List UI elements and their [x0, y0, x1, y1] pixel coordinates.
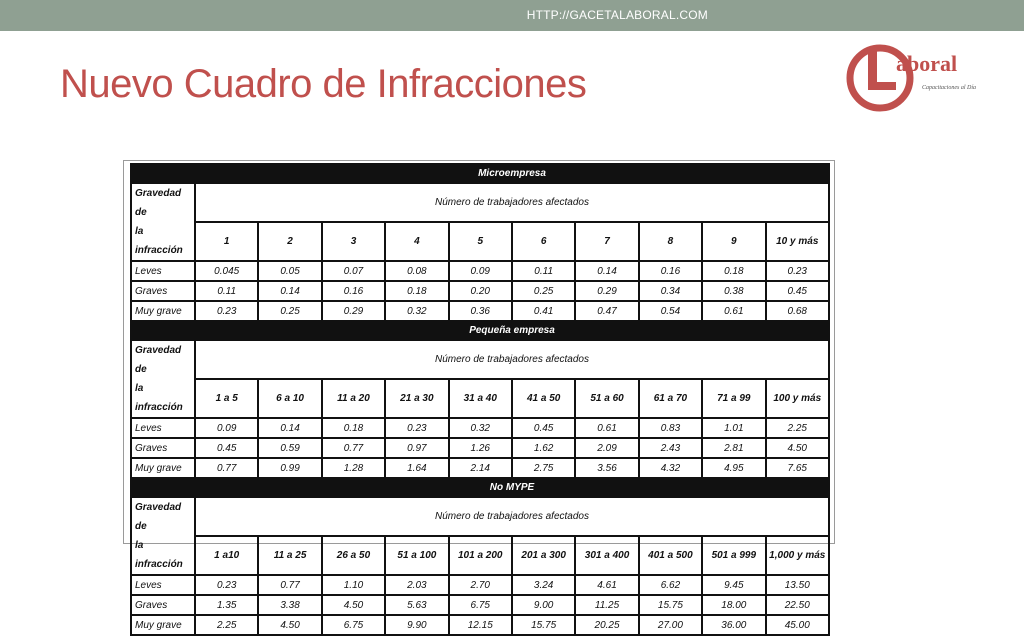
table-cell: 6.62 [639, 575, 702, 595]
column-header: 26 a 50 [322, 536, 385, 575]
table-cell: 9.90 [385, 615, 448, 635]
gravedad-header [131, 183, 195, 261]
table-cell: 6.75 [449, 595, 512, 615]
column-header-row [131, 379, 829, 418]
column-header: 1 [195, 222, 258, 261]
table-row [131, 418, 829, 438]
table-row [131, 575, 829, 595]
column-header: 101 a 200 [449, 536, 512, 575]
column-header: 8 [639, 222, 702, 261]
table-row [131, 615, 829, 635]
logo-wordmark: aboral [896, 51, 958, 76]
table-cell: 27.00 [639, 615, 702, 635]
column-header: 4 [385, 222, 448, 261]
table-cell: 0.045 [195, 261, 258, 281]
workers-header-row [131, 340, 829, 379]
top-bar [0, 0, 1024, 31]
gravedad-header [131, 340, 195, 418]
table-cell: 0.25 [258, 301, 321, 321]
table-cell: 0.29 [575, 281, 638, 301]
table-cell: 3.38 [258, 595, 321, 615]
column-header: 401 a 500 [639, 536, 702, 575]
website-url[interactable]: HTTP://GACETALABORAL.COM [526, 8, 708, 22]
table-cell: 4.50 [766, 438, 829, 458]
table-cell: 0.77 [258, 575, 321, 595]
column-header-row [131, 222, 829, 261]
table-cell: 2.09 [575, 438, 638, 458]
table-cell: 0.32 [385, 301, 448, 321]
column-header: 31 a 40 [449, 379, 512, 418]
gravedad-label-line2: la infracción [135, 226, 183, 256]
table-cell: 0.38 [702, 281, 765, 301]
row-label: Leves [131, 418, 195, 438]
table-row [131, 281, 829, 301]
gravedad-label-line2: la infracción [135, 383, 183, 413]
table-cell: 0.45 [195, 438, 258, 458]
table-cell: 4.95 [702, 458, 765, 478]
table-cell: 0.41 [512, 301, 575, 321]
table-cell: 0.18 [322, 418, 385, 438]
workers-header-row [131, 497, 829, 536]
table-cell: 1.62 [512, 438, 575, 458]
table-cell: 2.14 [449, 458, 512, 478]
column-header: 3 [322, 222, 385, 261]
column-header: 6 [512, 222, 575, 261]
table-cell: 0.23 [385, 418, 448, 438]
section-title-row [131, 478, 829, 497]
table-row [131, 438, 829, 458]
column-header: 71 a 99 [702, 379, 765, 418]
table-row [131, 595, 829, 615]
table-cell: 9.00 [512, 595, 575, 615]
gravedad-label-line1: Gravedad de [135, 188, 182, 218]
row-label: Graves [131, 281, 195, 301]
table-row [131, 301, 829, 321]
workers-affected-label: Número de trabajadores afectados [195, 183, 829, 222]
table-cell: 12.15 [449, 615, 512, 635]
table-cell: 9.45 [702, 575, 765, 595]
table-cell: 3.56 [575, 458, 638, 478]
laboral-logo [846, 42, 986, 114]
table-cell: 0.20 [449, 281, 512, 301]
section-title-row [131, 164, 829, 183]
table-row [131, 458, 829, 478]
gravedad-label-line1: Gravedad de [135, 345, 182, 375]
table-cell: 0.16 [322, 281, 385, 301]
column-header: 10 y más [766, 222, 829, 261]
table-cell: 0.77 [195, 458, 258, 478]
table-cell: 0.29 [322, 301, 385, 321]
table-cell: 22.50 [766, 595, 829, 615]
column-header: 201 a 300 [512, 536, 575, 575]
table-cell: 0.97 [385, 438, 448, 458]
infractions-table [130, 163, 830, 636]
table-cell: 0.23 [766, 261, 829, 281]
logo-tagline: Capacitaciones al Día [922, 85, 976, 91]
column-header: 301 a 400 [575, 536, 638, 575]
table-cell: 0.61 [702, 301, 765, 321]
table-cell: 0.23 [195, 301, 258, 321]
table-cell: 13.50 [766, 575, 829, 595]
table-cell: 0.32 [449, 418, 512, 438]
table-cell: 0.14 [258, 281, 321, 301]
table-cell: 0.25 [512, 281, 575, 301]
gravedad-label-line2: la infracción [135, 540, 183, 570]
table-cell: 0.47 [575, 301, 638, 321]
workers-affected-label: Número de trabajadores afectados [195, 340, 829, 379]
row-label: Leves [131, 575, 195, 595]
section-title-blank [131, 164, 195, 183]
table-cell: 0.07 [322, 261, 385, 281]
table-cell: 2.70 [449, 575, 512, 595]
table-cell: 15.75 [639, 595, 702, 615]
column-header: 6 a 10 [258, 379, 321, 418]
table-cell: 0.59 [258, 438, 321, 458]
gravedad-header [131, 497, 195, 575]
column-header: 1 a10 [195, 536, 258, 575]
table-cell: 0.14 [258, 418, 321, 438]
row-label: Muy grave [131, 301, 195, 321]
table-cell: 0.16 [639, 261, 702, 281]
table-cell: 2.03 [385, 575, 448, 595]
table-cell: 0.09 [195, 418, 258, 438]
column-header: 61 a 70 [639, 379, 702, 418]
column-header: 41 a 50 [512, 379, 575, 418]
table-cell: 36.00 [702, 615, 765, 635]
table-cell: 2.25 [195, 615, 258, 635]
table-cell: 0.14 [575, 261, 638, 281]
table-row [131, 261, 829, 281]
table-cell: 0.11 [512, 261, 575, 281]
table-cell: 5.63 [385, 595, 448, 615]
table-cell: 11.25 [575, 595, 638, 615]
table-cell: 1.10 [322, 575, 385, 595]
slide-title: Nuevo Cuadro de Infracciones [60, 62, 587, 106]
row-label: Leves [131, 261, 195, 281]
column-header: 5 [449, 222, 512, 261]
row-label: Graves [131, 595, 195, 615]
table-cell: 0.45 [512, 418, 575, 438]
table-cell: 15.75 [512, 615, 575, 635]
column-header: 11 a 20 [322, 379, 385, 418]
section-title-row [131, 321, 829, 340]
table-cell: 7.65 [766, 458, 829, 478]
table-cell: 2.43 [639, 438, 702, 458]
row-label: Graves [131, 438, 195, 458]
table-cell: 0.36 [449, 301, 512, 321]
section-title: Pequeña empresa [195, 321, 829, 340]
table-cell: 0.11 [195, 281, 258, 301]
column-header: 51 a 60 [575, 379, 638, 418]
table-cell: 2.75 [512, 458, 575, 478]
table-cell: 0.61 [575, 418, 638, 438]
table-cell: 0.54 [639, 301, 702, 321]
column-header: 1 a 5 [195, 379, 258, 418]
table-cell: 4.50 [322, 595, 385, 615]
column-header: 7 [575, 222, 638, 261]
gravedad-label-line1: Gravedad de [135, 502, 182, 532]
section-title: Microempresa [195, 164, 829, 183]
table-cell: 2.25 [766, 418, 829, 438]
table-cell: 6.75 [322, 615, 385, 635]
logo-l-foot [868, 82, 896, 90]
infractions-table-image [123, 160, 835, 631]
column-header: 51 a 100 [385, 536, 448, 575]
row-label: Muy grave [131, 615, 195, 635]
column-header: 1,000 y más [766, 536, 829, 575]
table-cell: 0.18 [702, 261, 765, 281]
table-cell: 4.61 [575, 575, 638, 595]
section-title-blank [131, 321, 195, 340]
column-header-row [131, 536, 829, 575]
table-cell: 2.81 [702, 438, 765, 458]
table-cell: 0.83 [639, 418, 702, 438]
table-cell: 0.08 [385, 261, 448, 281]
table-cell: 0.77 [322, 438, 385, 458]
table-cell: 0.34 [639, 281, 702, 301]
table-cell: 0.99 [258, 458, 321, 478]
column-header: 11 a 25 [258, 536, 321, 575]
table-cell: 4.32 [639, 458, 702, 478]
column-header: 21 a 30 [385, 379, 448, 418]
table-cell: 1.28 [322, 458, 385, 478]
table-cell: 0.45 [766, 281, 829, 301]
table-cell: 0.23 [195, 575, 258, 595]
table-cell: 3.24 [512, 575, 575, 595]
table-cell: 0.09 [449, 261, 512, 281]
table-cell: 0.18 [385, 281, 448, 301]
table-cell: 45.00 [766, 615, 829, 635]
column-header: 2 [258, 222, 321, 261]
table-cell: 1.64 [385, 458, 448, 478]
table-cell: 1.01 [702, 418, 765, 438]
section-title: No MYPE [195, 478, 829, 497]
table-cell: 4.50 [258, 615, 321, 635]
table-cell: 1.26 [449, 438, 512, 458]
table-cell: 18.00 [702, 595, 765, 615]
workers-affected-label: Número de trabajadores afectados [195, 497, 829, 536]
table-cell: 0.05 [258, 261, 321, 281]
table-cell: 1.35 [195, 595, 258, 615]
section-title-blank [131, 478, 195, 497]
column-header: 501 a 999 [702, 536, 765, 575]
workers-header-row [131, 183, 829, 222]
column-header: 100 y más [766, 379, 829, 418]
table-cell: 20.25 [575, 615, 638, 635]
table-cell: 0.68 [766, 301, 829, 321]
column-header: 9 [702, 222, 765, 261]
row-label: Muy grave [131, 458, 195, 478]
